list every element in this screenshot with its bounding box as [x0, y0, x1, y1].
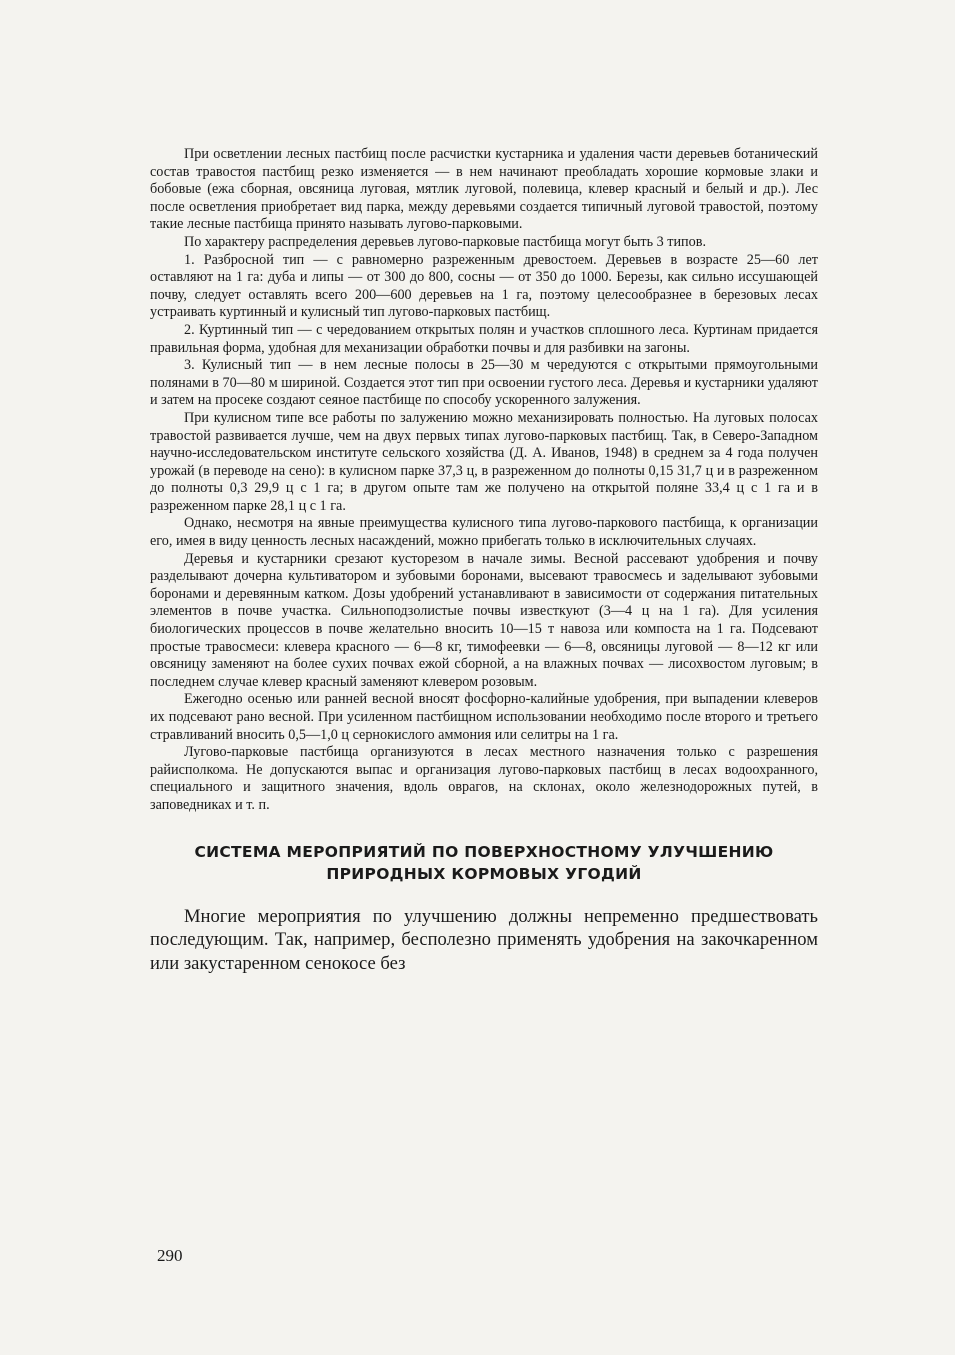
paragraph-6: При кулисном типе все работы по залужению можно механизировать полностью. На луговых полосах травостой развивается лучше, чем на двух первых типах лугово-парковых пастбищ. Так, в Северо-Западном научно-исследовательском институте сельского хозяйства (Д. А. Иванов, 1948) в среднем за 4 года получен урожай (в переводе на сено): в кулисном парке 37,3 ц, в разреженном до полноты 0,15 31,7 ц и в разреженном до полноты 0,3 29,9 ц с 1 га; в другом опыте там же получено на открытой поляне 33,4 ц с 1 га и в разреженном парке 28,1 ц с 1 га.	[150, 409, 818, 514]
section-heading-line-1: СИСТЕМА МЕРОПРИЯТИЙ ПО ПОВЕРХНОСТНОМУ УЛУЧШЕНИЮ	[194, 842, 774, 861]
paragraph-3: 1. Разбросной тип — с равномерно разреженным древостоем. Деревьев в возрасте 25—60 лет оставляют на 1 га: дуба и липы — от 300 до 800, сосны — от 350 до 1000. Березы, как сильно иссушающей почву, следует оставлять всего 200—600 деревьев на 1 га, поэтому целесообразнее в березовых лесах устраивать куртинный и кулисный тип лугово-парковых пастбищ.	[150, 251, 818, 321]
section-heading	[150, 841, 818, 885]
paragraph-4: 2. Куртинный тип — с чередованием открытых полян и участков сплошного леса. Куртинам придается правильная форма, удобная для механизации обработки почвы и для разбивки на загоны.	[150, 321, 818, 356]
paragraph-5: 3. Кулисный тип — в нем лесные полосы в 25—30 м чередуются с открытыми прямоугольными полянами в 70—80 м шириной. Создается этот тип при освоении густого леса. Деревья и кустарники удаляют и затем на просеке создают сеяное пастбище по способу ускоренного залужения.	[150, 357, 818, 409]
paragraph-8: Деревья и кустарники срезают кусторезом в начале зимы. Весной рассевают удобрения и почву разделывают дочерна культиватором и зубовыми боронами, высевают травосмесь и заделывают зубовыми боронами и деревянным катком. Дозы удобрений устанавливают в зависимости от содержания питательных элементов в почве участка. Сильноподзолистые почвы известкуют (3—4 ц на 1 га). Для усиления биологических процессов в почве желательно вносить 10—15 т навоза или компоста на 1 га. Подсевают простые травосмеси: клевера красного — 6—8 кг, тимофеевки — 6—8, овсяницы луговой — 8—12 кг или овсяницу заменяют на более сухих почвах ежой сборной, а на влажных почвах — лисохвостом луговым; в последнем случае клевер красный заменяют клевером розовым.	[150, 550, 818, 690]
paragraph-9: Ежегодно осенью или ранней весной вносят фосфорно-калийные удобрения, при выпадении клеверов их подсевают рано весной. При усиленном пастбищном использовании необходимо после второго и третьего стравливаний вносить 0,5—1,0 ц сернокислого аммония или селитры на 1 га.	[150, 691, 818, 743]
page-body	[150, 146, 818, 994]
section-heading-line-2: ПРИРОДНЫХ КОРМОВЫХ УГОДИЙ	[326, 864, 642, 883]
lead-paragraph: Многие мероприятия по улучшению должны непременно предшествовать последующим. Так, например, бесполезно применять удобрения на закочкаренном или закустаренном сенокосе без	[150, 905, 818, 974]
page-number: 290	[157, 1246, 183, 1265]
paragraph-2: По характеру распределения деревьев лугово-парковые пастбища могут быть 3 типов.	[184, 233, 706, 250]
paragraph-1: При осветлении лесных пастбищ после расчистки кустарника и удаления части деревьев ботанический состав травостоя пастбищ резко изменяется — в нем начинают преобладать хорошие кормовые злаки и бобовые (ежа сборная, овсяница луговая, мятлик луговой, полевица, клевер красный и белый и др.). Лес после осветления приобретает вид парка, между деревьями создается типичный луговой травостой, поэтому такие лесные пастбища принято называть лугово-парковыми.	[150, 146, 818, 233]
paragraph-7: Однако, несмотря на явные преимущества кулисного типа лугово-паркового пастбища, к организации его, имея в виду ценность лесных насаждений, можно прибегать только в исключительных случаях.	[150, 515, 818, 550]
paragraph-10: Лугово-парковые пастбища организуются в лесах местного назначения только с разрешения райисполкома. Не допускаются выпас и организация лугово-парковых пастбищ в лесах водоохранного, специального и защитного значения, вдоль оврагов, на склонах, около железнодорожных путей, в заповедниках и т. п.	[150, 744, 818, 813]
